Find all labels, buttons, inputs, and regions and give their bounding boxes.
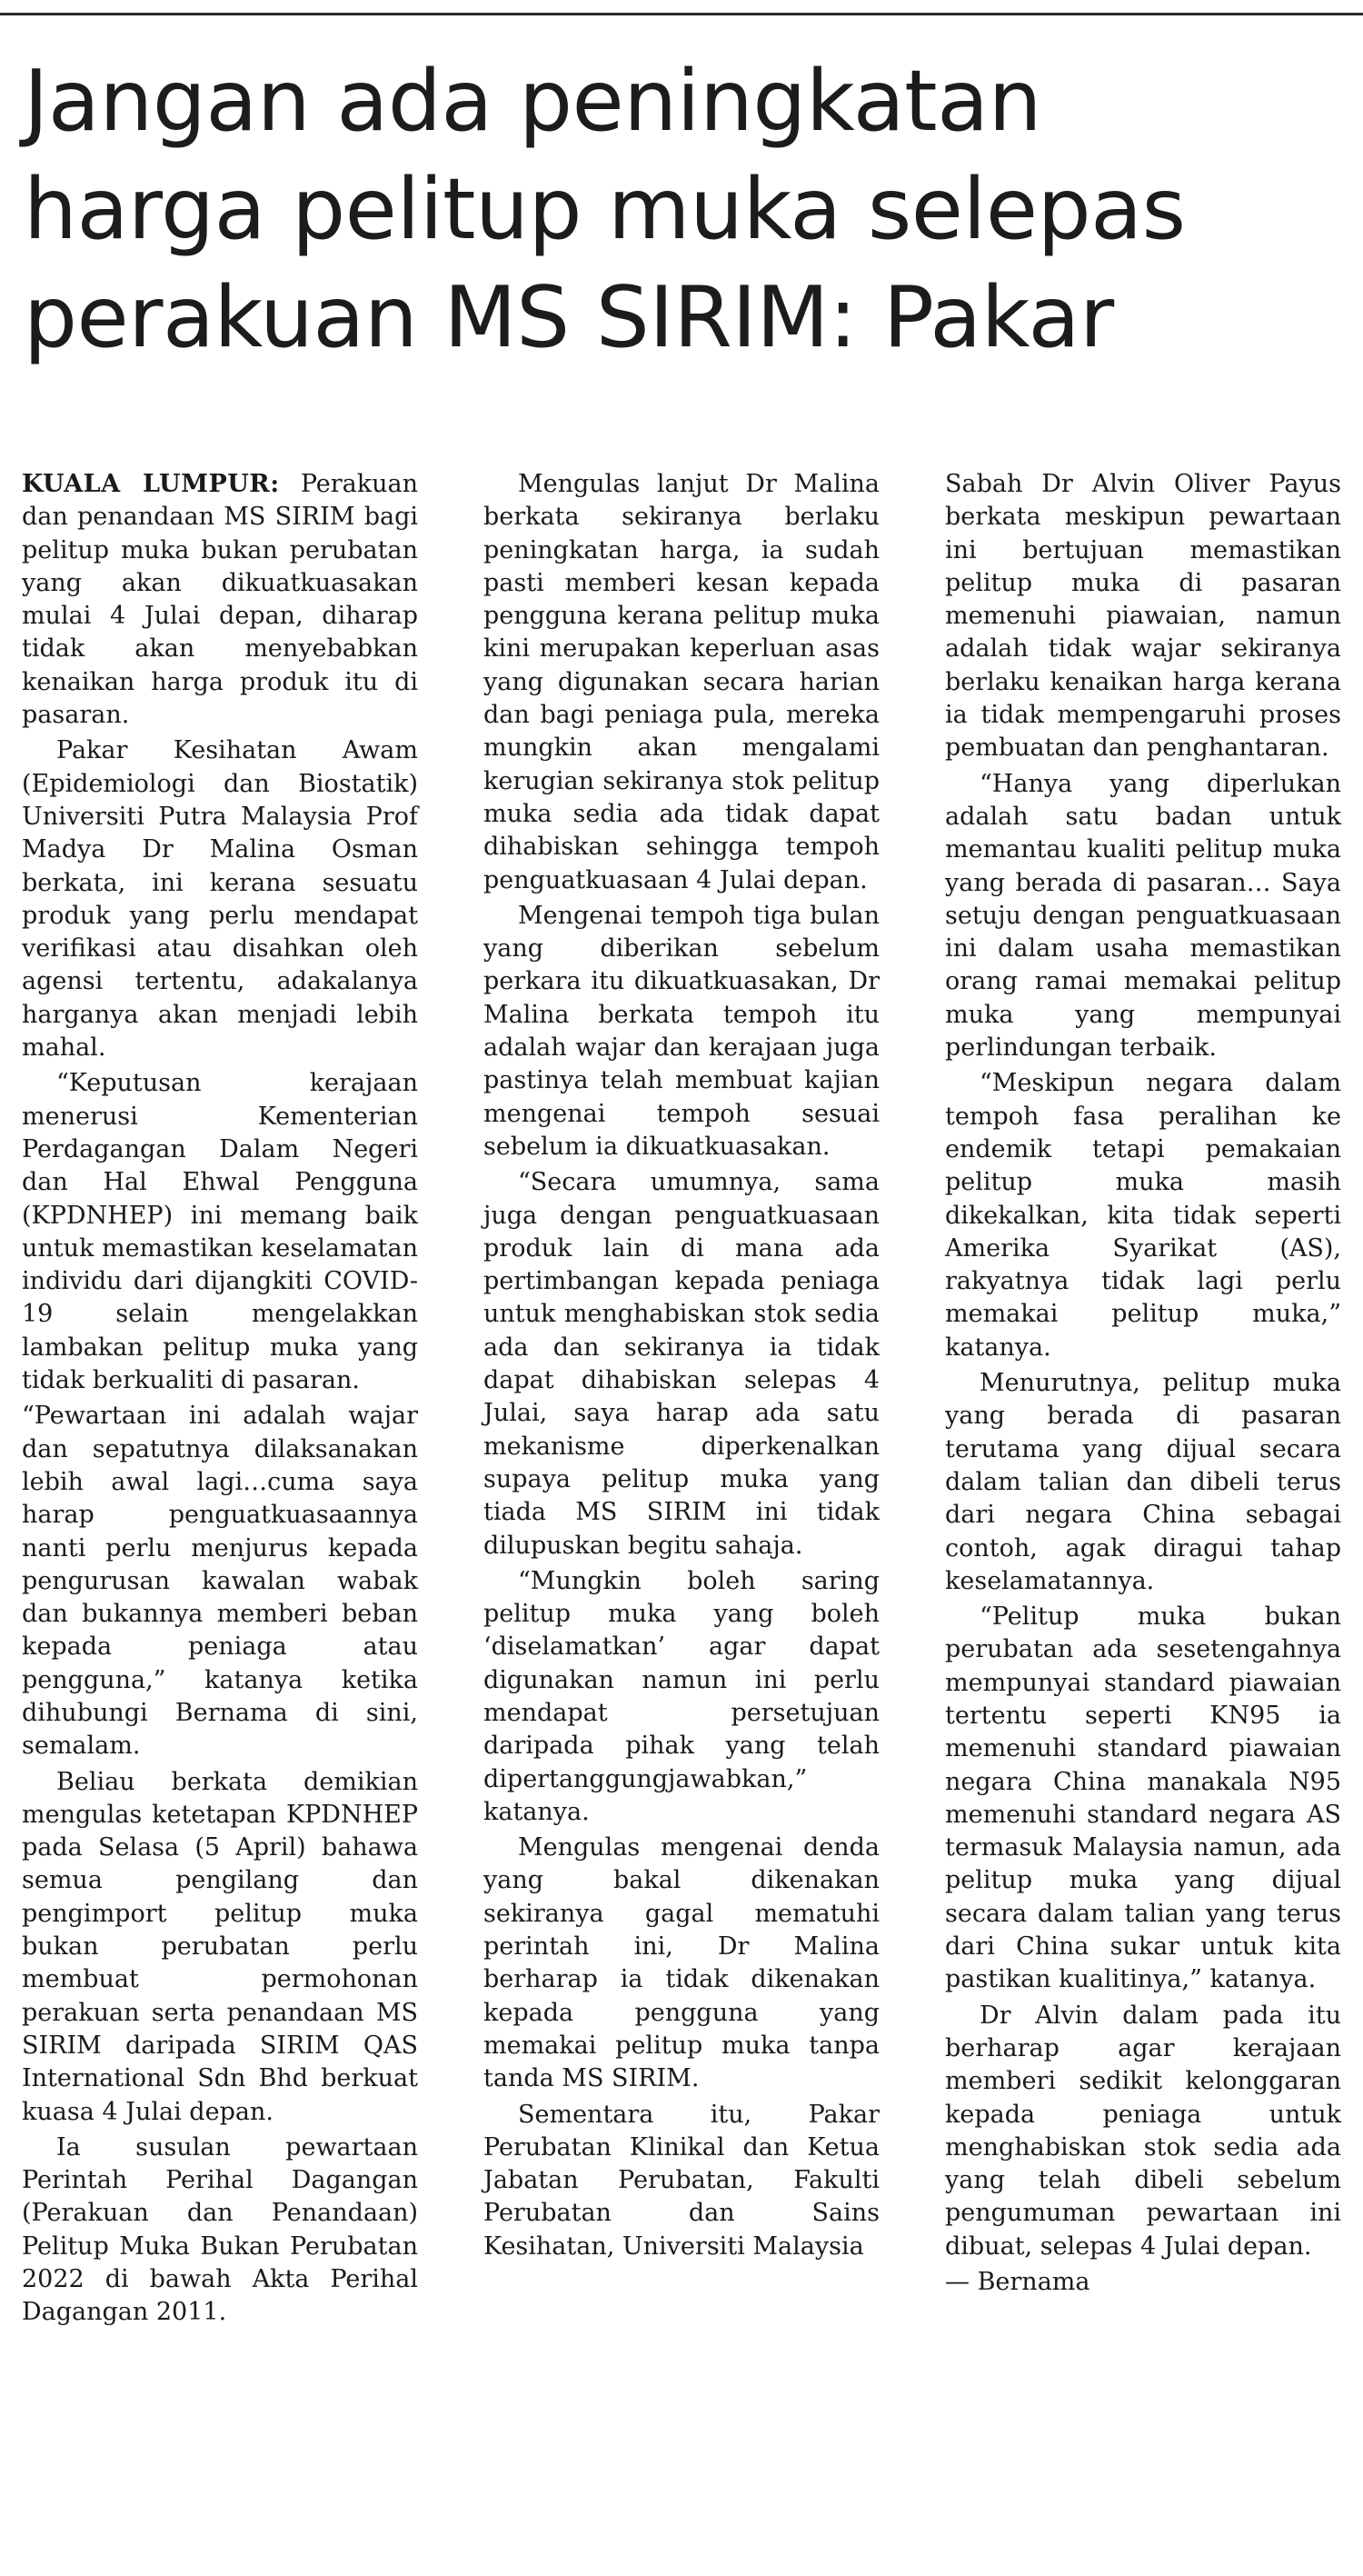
article-paragraph: “Meskipun negara dalam tempoh fasa peralihan ke endemik tetapi pemakaian pelitup muka masih dikekalkan, kita tidak seperti Amerika Syarikat (AS), rakyatnya tidak lagi perlu memakai pelitup muka,” katanya.	[945, 1069, 1341, 1362]
article-paragraph: Mengenai tempoh tiga bulan yang diberikan sebelum perkara itu dikuatkuasakan, Dr Malina berkata tempoh itu adalah wajar dan kerajaan juga pastinya telah membuat kajian mengenai tempoh sesuai sebelum ia dikuatkuasakan.	[483, 901, 880, 1161]
article-paragraph: Dr Alvin dalam pada itu berharap agar kerajaan memberi sedikit kelonggaran kepada peniaga untuk menghabiskan stok sedia ada yang telah dibeli sebelum pengumuman pewartaan ini dibuat, selepas 4 Julai depan.	[945, 2001, 1341, 2261]
article-body	[22, 468, 1341, 2332]
article-paragraph: “Pewartaan ini adalah wajar dan sepatutnya dilaksanakan lebih awal lagi…cuma saya harap penguatkuasaannya nanti perlu menjurus kepada pengurusan kawalan wabak dan bukannya memberi beban kepada peniaga atau pengguna,” katanya ketika dihubungi Bernama di sini, semalam.	[22, 1402, 418, 1761]
headline-line-3: perakuan MS SIRIM: Pakar	[24, 268, 1114, 366]
headline	[24, 47, 1350, 372]
article-paragraph: Sabah Dr Alvin Oliver Payus berkata meskipun pewartaan ini bertujuan memastikan pelitup muka di pasaran memenuhi piawaian, namun adalah tidak wajar sekiranya berlaku kenaikan harga kerana ia tidak mempengaruhi proses pembuatan dan penghantaran.	[945, 470, 1341, 763]
article-paragraph: Mengulas mengenai denda yang bakal dikenakan sekiranya gagal mematuhi perintah ini, Dr Malina berharap ia tidak dikenakan kepada pengguna yang memakai pelitup muka tanpa tanda MS SIRIM.	[483, 1833, 880, 2093]
article-paragraph: Mengulas lanjut Dr Malina berkata sekiranya berlaku peningkatan harga, ia sudah pasti memberi kesan kepada pengguna kerana pelitup muka kini merupakan keperluan asas yang digunakan secara harian dan bagi peniaga pula, mereka mungkin akan mengalami kerugian sekiranya stok pelitup muka sedia ada tidak dapat dihabiskan sehingga tempoh penguatkuasaan 4 Julai depan.	[483, 470, 880, 894]
article-paragraph: Beliau berkata demikian mengulas ketetapan KPDNHEP pada Selasa (5 April) bahawa semua pengilang dan pengimport pelitup muka bukan perubatan perlu membuat permohonan perakuan serta penandaan MS SIRIM daripada SIRIM QAS International Sdn Bhd berkuat kuasa 4 Julai depan.	[22, 1767, 418, 2126]
article-column-3	[945, 468, 1341, 2332]
article-paragraph: Menurutnya, pelitup muka yang berada di pasaran terutama yang dijual secara dalam talian dan dibeli terus dari negara China sebagai contoh, agak diragui tahap keselamatannya.	[945, 1369, 1341, 1595]
headline-line-1: Jangan ada peningkatan	[24, 52, 1042, 150]
article-paragraph: “Secara umumnya, sama juga dengan penguatkuasaan produk lain di mana ada pertimbangan kepada peniaga untuk menghabiskan stok sedia ada dan sekiranya ia tidak dapat dihabiskan selepas 4 Julai, saya harap ada satu mekanisme diperkenalkan supaya pelitup muka yang tiada MS SIRIM ini tidak dilupuskan begitu sahaja.	[483, 1168, 880, 1560]
article-column-1	[22, 468, 418, 2332]
article-paragraph: “Hanya yang diperlukan adalah satu badan untuk memantau kualiti pelitup muka yang berada di pasaran… Saya setuju dengan penguatkuasaan ini dalam usaha memastikan orang ramai memakai pelitup muka yang mempunyai perlindungan terbaik.	[945, 769, 1341, 1063]
signoff: — Bernama	[945, 2268, 1090, 2297]
dateline: KUALA LUMPUR:	[22, 470, 280, 498]
lead-text: Perakuan dan penandaan MS SIRIM bagi pelitup muka bukan perubatan yang akan dikuatkuasakan mulai 4 Julai depan, diharap tidak akan menyebabkan kenaikan harga produk itu di pasaran.	[22, 470, 418, 730]
article-paragraph: Pakar Kesihatan Awam (Epidemiologi dan Biostatik) Universiti Putra Malaysia Prof Madya Dr Malina Osman berkata, ini kerana sesuatu produk yang perlu mendapat verifikasi atau disahkan oleh agensi tertentu, adakalanya harganya akan menjadi lebih mahal.	[22, 736, 418, 1063]
article-paragraph: Ia susulan pewartaan Perintah Perihal Dagangan (Perakuan dan Penandaan) Pelitup Muka Bukan Perubatan 2022 di bawah Akta Perihal Dagangan 2011.	[22, 2132, 418, 2327]
article-paragraph: “Pelitup muka bukan perubatan ada sesetengahnya mempunyai standard piawaian tertentu seperti KN95 ia memenuhi standard piawaian negara China manakala N95 memenuhi standard negara AS termasuk Malaysia namun, ada pelitup muka yang dijual secara dalam talian yang terus dari China sukar untuk kita pastikan kualitinya,” katanya.	[945, 1603, 1341, 1994]
article-paragraph: “Keputusan kerajaan menerusi Kementerian Perdagangan Dalam Negeri dan Hal Ehwal Pengguna (KPDNHEP) ini memang baik untuk memastikan keselamatan individu dari dijangkiti COVID-19 selain mengelakkan lambakan pelitup muka yang tidak berkualiti di pasaran.	[22, 1069, 418, 1395]
article-paragraph	[22, 468, 418, 732]
top-rule	[0, 13, 1363, 15]
article-paragraph: “Mungkin boleh saring pelitup muka yang boleh ‘diselamatkan’ agar dapat digunakan namun ini perlu mendapat persetujuan daripada pihak yang telah dipertanggungjawabkan,” katanya.	[483, 1566, 880, 1826]
article-paragraph: Sementara itu, Pakar Perubatan Klinikal dan Ketua Jabatan Perubatan, Fakulti Perubatan dan Sains Kesihatan, Universiti Malaysia	[483, 2100, 880, 2261]
headline-line-2: harga pelitup muka selepas	[24, 160, 1186, 258]
article-column-2	[483, 468, 880, 2332]
